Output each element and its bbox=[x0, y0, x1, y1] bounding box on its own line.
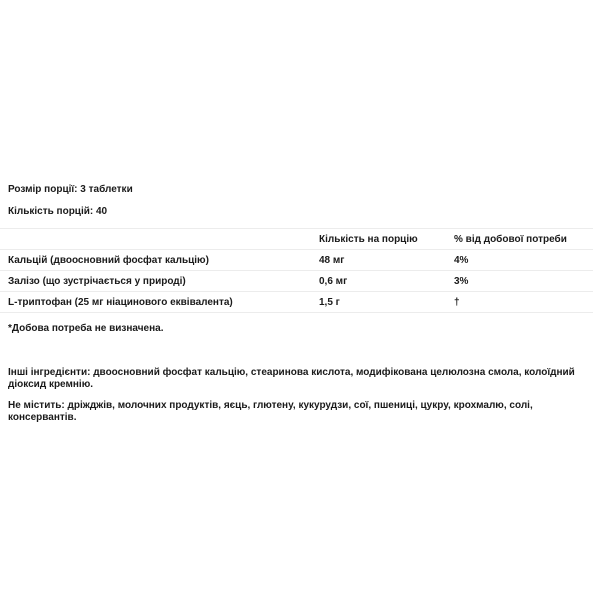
header-daily-value: % від добової потреби bbox=[446, 229, 593, 250]
nutrient-name: Кальцій (двоосновний фосфат кальцію) bbox=[0, 250, 311, 271]
servings-per-container: Кількість порцій: 40 bbox=[8, 206, 108, 217]
does-not-contain: Не містить: дріжджів, молочних продуктів, яєць, глютену, кукурудзи, сої, пшениці, цукру, крохмалю, солі, консервантів. bbox=[8, 400, 533, 423]
nutrient-amount: 0,6 мг bbox=[311, 271, 446, 292]
table-row bbox=[0, 250, 593, 271]
table-header-row bbox=[0, 229, 593, 250]
header-nutrient bbox=[0, 229, 311, 250]
daily-value-footnote: *Добова потреба не визначена. bbox=[8, 323, 164, 334]
other-ingredients: Інші інгредієнти: двоосновний фосфат кальцію, стеаринова кислота, модифікована целюлозна смола, колоїдний діоксид кремнію. bbox=[8, 367, 575, 390]
table-row bbox=[0, 271, 593, 292]
nutrient-daily-value: 3% bbox=[446, 271, 593, 292]
supplement-facts-table bbox=[0, 228, 593, 313]
nutrient-amount: 1,5 г bbox=[311, 292, 446, 313]
nutrient-amount: 48 мг bbox=[311, 250, 446, 271]
nutrient-name: L-триптофан (25 мг ніацинового еквівалента) bbox=[0, 292, 311, 313]
header-amount-per-serving: Кількість на порцію bbox=[311, 229, 446, 250]
nutrient-name: Залізо (що зустрічається у природі) bbox=[0, 271, 311, 292]
serving-size: Розмір порції: 3 таблетки bbox=[8, 184, 133, 195]
table-row bbox=[0, 292, 593, 313]
nutrient-daily-value: † bbox=[446, 292, 593, 313]
nutrient-daily-value: 4% bbox=[446, 250, 593, 271]
